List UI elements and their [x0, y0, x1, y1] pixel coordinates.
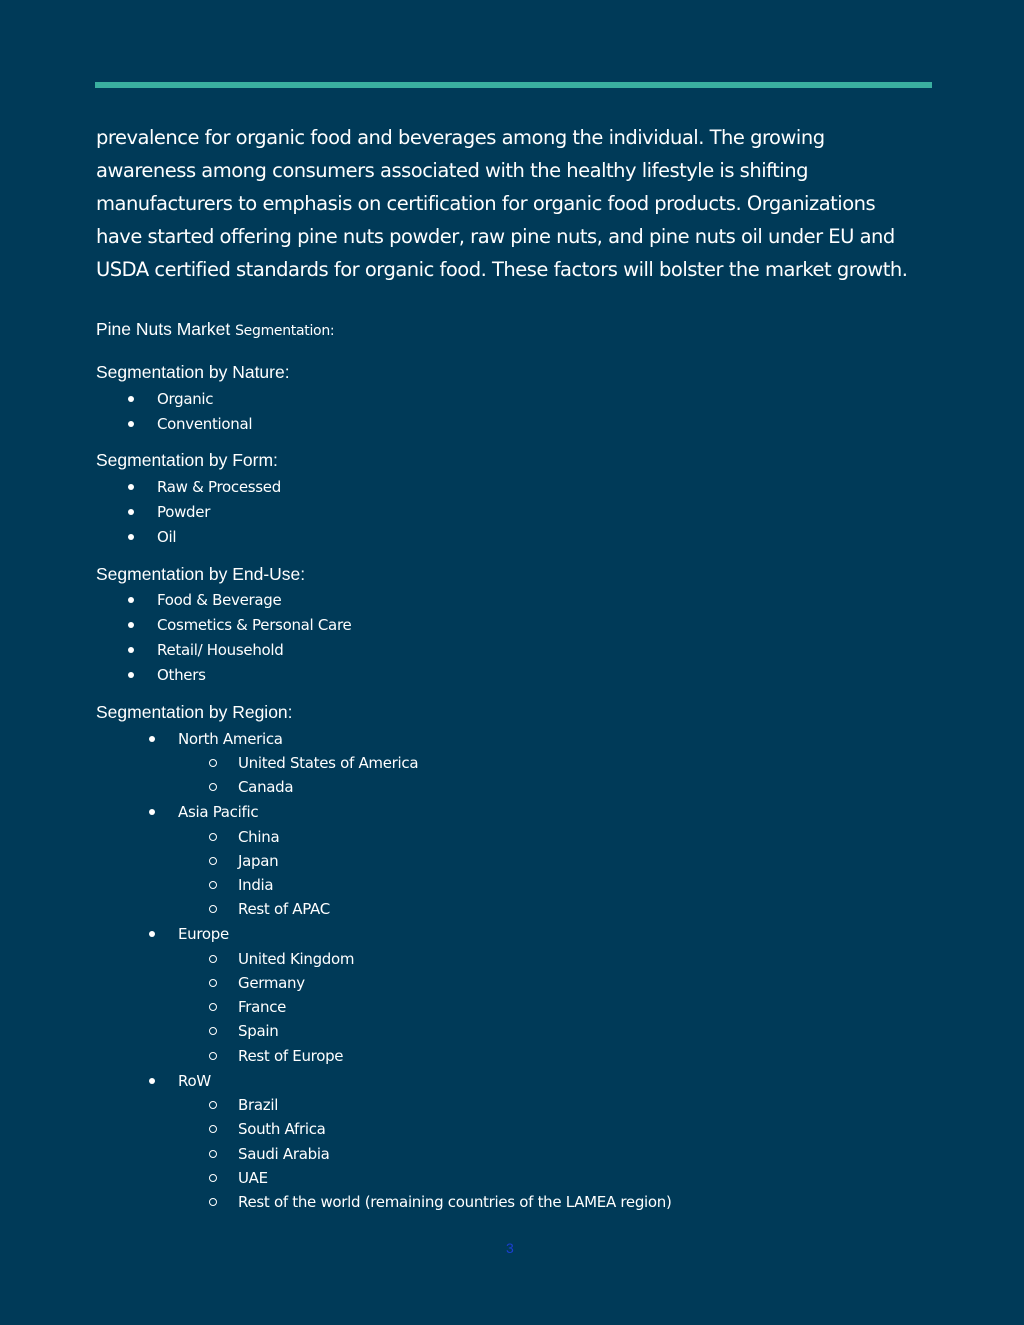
region-group: North America [178, 730, 283, 748]
header-accent-rule [95, 82, 932, 88]
region-country: Japan [238, 852, 279, 870]
end-use-item: Food & Beverage [157, 591, 282, 609]
region-country: UAE [238, 1169, 268, 1187]
region-country: United Kingdom [238, 950, 355, 968]
end-use-item: Retail/ Household [157, 641, 284, 659]
page-number: 3 [506, 1240, 514, 1256]
end-use-item: Cosmetics & Personal Care [157, 616, 352, 634]
region-country: France [238, 998, 287, 1016]
region-group: Europe [178, 925, 229, 943]
segmentation-title-suffix: Segmentation: [235, 323, 335, 339]
form-heading: Segmentation by Form: [96, 450, 278, 470]
nature-heading: Segmentation by Nature: [96, 362, 290, 382]
form-item: Oil [157, 528, 177, 546]
region-country: Rest of APAC [238, 900, 330, 918]
body-paragraph: prevalence for organic food and beverages among the individual. The growing awareness among consumers associated with the healthy lifestyle is shifting manufacturers to emphasis on certification for organic food products. Organizations have started offering pine nuts powder, raw pine nuts, and pine nuts oil under EU and USDA certified standards for organic food. These factors will bolster the market growth. [96, 126, 908, 281]
nature-item: Conventional [157, 415, 253, 433]
region-group: Asia Pacific [178, 803, 259, 821]
region-country: Canada [238, 778, 294, 796]
region-heading: Segmentation by Region: [96, 702, 293, 722]
region-country: China [238, 828, 280, 846]
form-item: Powder [157, 503, 211, 521]
region-group: RoW [178, 1072, 211, 1090]
nature-item: Organic [157, 390, 214, 408]
segmentation-title-main: Pine Nuts Market [96, 319, 231, 339]
region-country: South Africa [238, 1120, 326, 1138]
region-country: Saudi Arabia [238, 1145, 330, 1163]
region-country: United States of America [238, 754, 419, 772]
end-use-item: Others [157, 666, 206, 684]
region-country: Spain [238, 1022, 279, 1040]
region-country: Germany [238, 974, 305, 992]
segmentation-title [96, 319, 334, 340]
region-country: Rest of the world (remaining countries of the LAMEA region) [238, 1193, 672, 1211]
region-country: Rest of Europe [238, 1047, 344, 1065]
end-use-heading: Segmentation by End-Use: [96, 564, 306, 584]
form-item: Raw & Processed [157, 478, 281, 496]
region-country: Brazil [238, 1096, 279, 1114]
region-country: India [238, 876, 274, 894]
